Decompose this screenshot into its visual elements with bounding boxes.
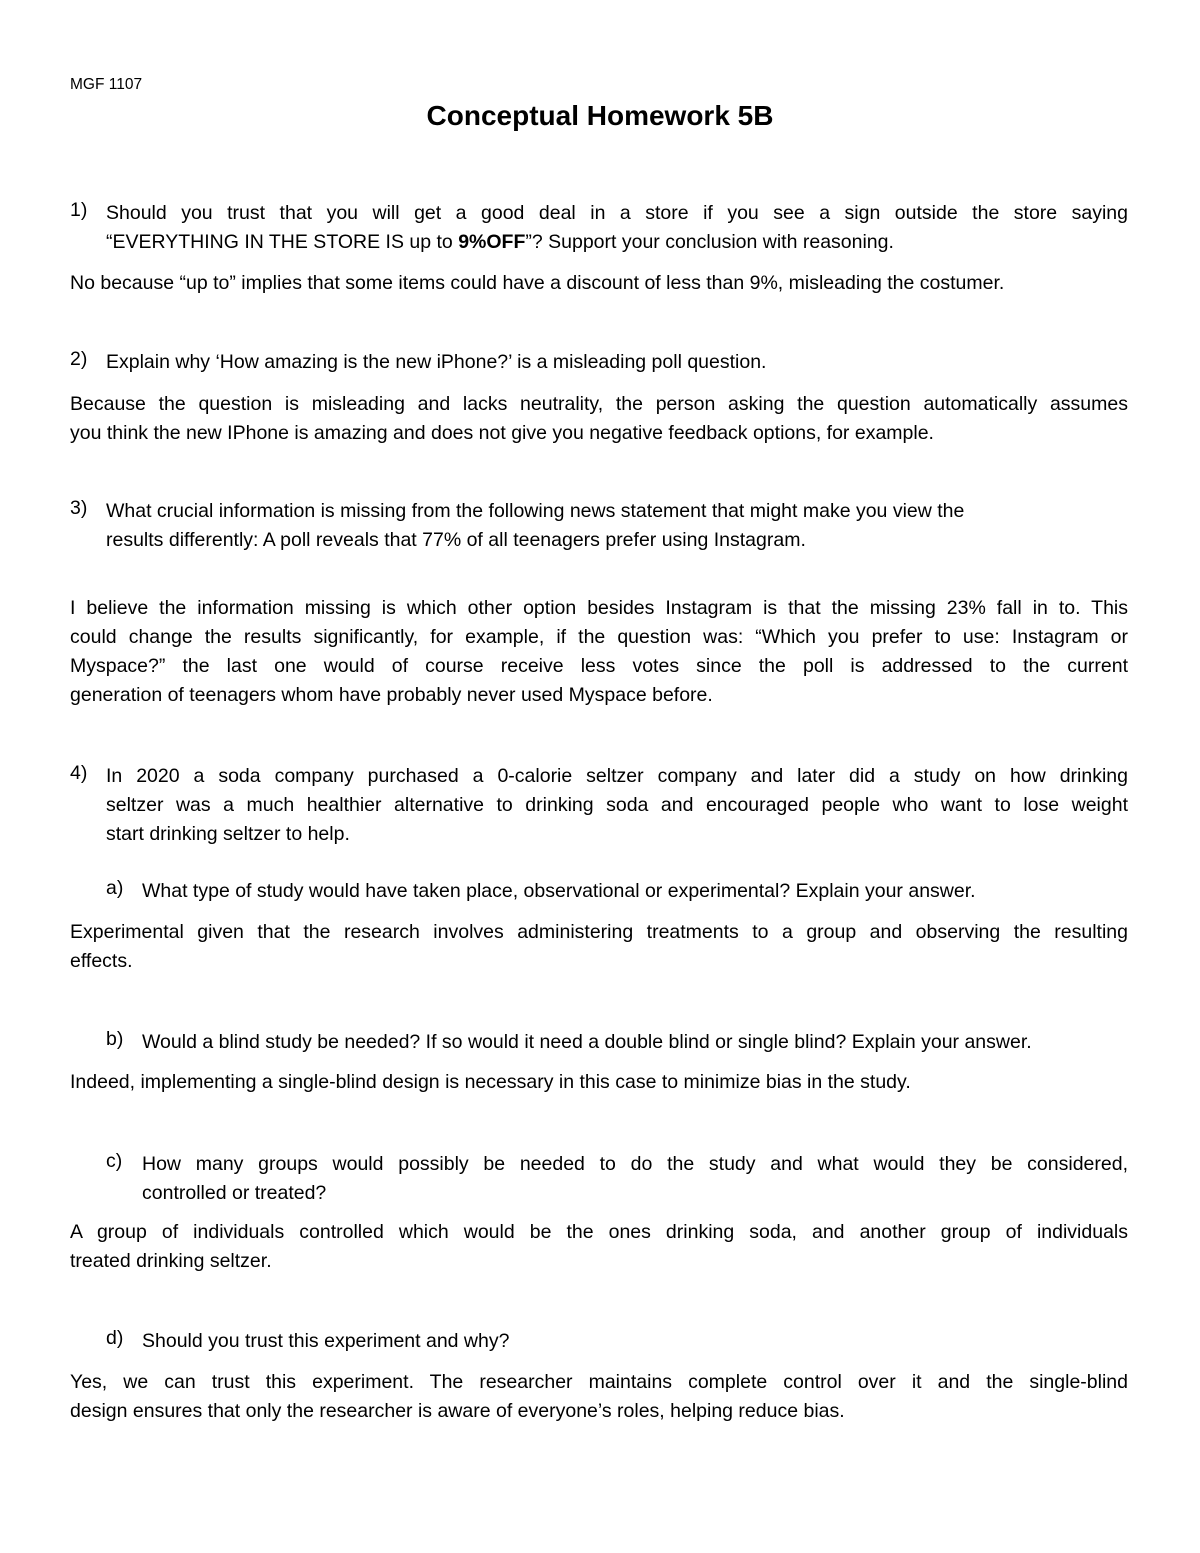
q1-text-bold: 9%OFF xyxy=(458,231,526,253)
q2-text: Explain why ‘How amazing is the new iPhone?’ is a misleading poll question. xyxy=(106,351,767,373)
q4c-answer-line2: treated drinking seltzer. xyxy=(70,1250,272,1272)
q4b-answer: Indeed, implementing a single-blind design is necessary in this case to minimize bias in the study. xyxy=(70,1071,911,1093)
q4d-text: Should you trust this experiment and why? xyxy=(142,1330,510,1352)
q1-answer: No because “up to” implies that some items could have a discount of less than 9%, misleading the costumer. xyxy=(70,272,1005,294)
q4c-text-line2: controlled or treated? xyxy=(142,1182,327,1204)
q4-text-line2: seltzer was a much healthier alternative to drinking soda and encouraged people who want to lose weight xyxy=(106,794,1128,816)
q3-answer-line3: Myspace?” the last one would of course receive less votes since the poll is addressed to the current xyxy=(70,655,1128,677)
q3-text-line2: results differently: A poll reveals that 77% of all teenagers prefer using Instagram. xyxy=(106,529,806,551)
q4a-letter: a) xyxy=(106,877,124,899)
q4c-text-line1: How many groups would possibly be needed to do the study and what would they be considered, xyxy=(142,1153,1128,1175)
q4-text-line3: start drinking seltzer to help. xyxy=(106,823,350,845)
q4b-text: Would a blind study be needed? If so would it need a double blind or single blind? Explain your answer. xyxy=(142,1031,1032,1053)
q4-number: 4) xyxy=(70,762,88,784)
q1-text-pre: “EVERYTHING IN THE STORE IS up to xyxy=(106,231,459,253)
q4d-answer-line2: design ensures that only the researcher is aware of everyone’s roles, helping reduce bias. xyxy=(70,1400,845,1422)
q2-number: 2) xyxy=(70,348,88,370)
q1-text-line2 xyxy=(106,228,894,256)
q4a-answer-line1: Experimental given that the research involves administering treatments to a group and observing the resulting xyxy=(70,921,1128,943)
q2-answer-line2: you think the new IPhone is amazing and does not give you negative feedback options, for example. xyxy=(70,422,934,444)
q4a-text: What type of study would have taken place, observational or experimental? Explain your answer. xyxy=(142,880,976,902)
q1-text-post: ”? Support your conclusion with reasoning. xyxy=(525,231,894,253)
course-code: MGF 1107 xyxy=(70,76,143,93)
q4a-answer-line2: effects. xyxy=(70,950,133,972)
q4-text-line1: In 2020 a soda company purchased a 0-calorie seltzer company and later did a study on how drinking xyxy=(106,765,1128,787)
q4c-answer-line1: A group of individuals controlled which would be the ones drinking soda, and another group of individuals xyxy=(70,1221,1128,1243)
q3-number: 3) xyxy=(70,497,88,519)
q2-answer-line1: Because the question is misleading and lacks neutrality, the person asking the question automatically assumes xyxy=(70,393,1128,415)
q1-text-line1: Should you trust that you will get a good deal in a store if you see a sign outside the store saying xyxy=(106,202,1128,224)
q4b-letter: b) xyxy=(106,1028,124,1050)
q3-answer-line4: generation of teenagers whom have probably never used Myspace before. xyxy=(70,684,713,706)
q3-answer-line1: I believe the information missing is which other option besides Instagram is that the missing 23% fall in to. This xyxy=(70,597,1128,619)
q4d-answer-line1: Yes, we can trust this experiment. The researcher maintains complete control over it and the single-blind xyxy=(70,1371,1128,1393)
q3-answer-line2: could change the results significantly, for example, if the question was: “Which you prefer to use: Instagram or xyxy=(70,626,1128,648)
q3-text-line1: What crucial information is missing from the following news statement that might make you view the xyxy=(106,500,965,522)
q4d-letter: d) xyxy=(106,1327,124,1349)
page-title: Conceptual Homework 5B xyxy=(426,100,774,131)
q4c-letter: c) xyxy=(106,1150,123,1172)
q1-number: 1) xyxy=(70,199,88,221)
